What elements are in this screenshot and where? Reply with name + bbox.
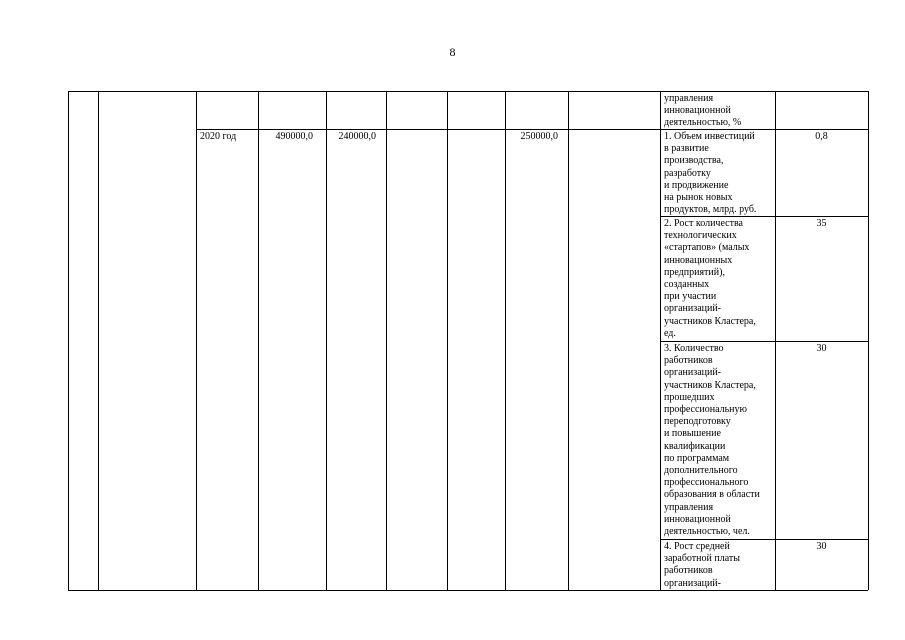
row-border xyxy=(660,539,868,540)
page-number: 8 xyxy=(449,45,456,59)
col-border xyxy=(386,91,387,590)
total-amount-cell: 490000,0 xyxy=(275,131,313,142)
col-border xyxy=(98,91,99,590)
col-border xyxy=(196,91,197,590)
col-border xyxy=(447,91,448,590)
federal-amount-cell: 240000,0 xyxy=(338,131,376,142)
extra-budget-amount-cell: 250000,0 xyxy=(520,131,558,142)
indicator-4-value: 30 xyxy=(816,541,827,552)
indicator-4-text: 4. Рост средней заработной платы работников организаций- xyxy=(664,541,740,589)
row-border xyxy=(660,341,868,342)
col-border xyxy=(258,91,259,590)
indicator-3-value: 30 xyxy=(816,343,827,354)
col-border xyxy=(68,91,69,590)
indicator-1-value: 0,8 xyxy=(815,131,828,142)
col-border xyxy=(568,91,569,590)
indicator-continued-text: управления инновационной деятельностью, % xyxy=(664,93,742,129)
table-top-border xyxy=(68,91,868,92)
indicator-1-text: 1. Объем инвестиций в развитие производства, разработку и продвижение на рынок новых продуктов, млрд. руб. xyxy=(664,131,757,216)
indicator-3-text: 3. Количество работников организаций- участников Кластера, прошедших профессиональную переподготовку и повышение квалификации по программам дополнительного профессионального образования в области управления инновационной деятельностью, чел. xyxy=(664,343,760,538)
year-cell: 2020 год xyxy=(200,131,237,142)
col-border xyxy=(505,91,506,590)
indicator-2-text: 2. Рост количества технологических «стартапов» (малых инновационных предприятий), созданных при участии организаций- участников Кластера, ед. xyxy=(664,218,756,339)
indicator-2-value: 35 xyxy=(816,218,827,229)
table-bottom-border xyxy=(68,590,868,591)
col-border xyxy=(326,91,327,590)
col-border xyxy=(868,91,869,590)
